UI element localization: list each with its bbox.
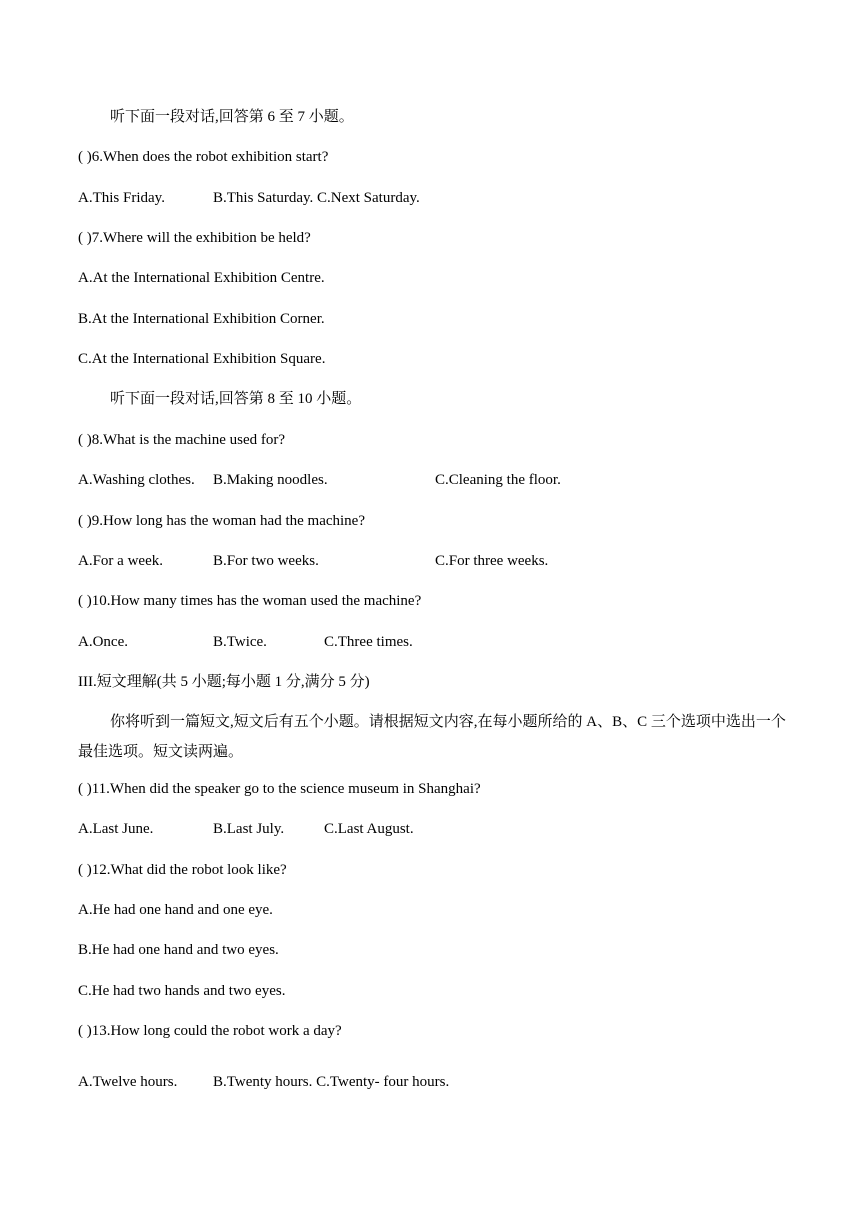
q7-option-b: B.At the International Exhibition Corner. (78, 311, 325, 327)
question-13: ( )13.How long could the robot work a day? (78, 1023, 342, 1039)
question-11: ( )11.When did the speaker go to the science museum in Shanghai? (78, 781, 481, 797)
q8-option-b: B.Making noodles. (213, 472, 328, 488)
q7-option-c: C.At the International Exhibition Square. (78, 351, 326, 367)
q10-option-b: B.Twice. (213, 634, 267, 650)
q13-option-a: A.Twelve hours. (78, 1074, 178, 1090)
q6-option-a: A.This Friday. (78, 190, 165, 206)
question-7: ( )7.Where will the exhibition be held? (78, 230, 311, 246)
q12-option-b: B.He had one hand and two eyes. (78, 942, 279, 958)
q8-option-a: A.Washing clothes. (78, 472, 195, 488)
q11-option-a: A.Last June. (78, 821, 154, 837)
q7-option-a: A.At the International Exhibition Centre. (78, 270, 325, 286)
q9-option-a: A.For a week. (78, 553, 163, 569)
q9-option-c: C.For three weeks. (435, 553, 549, 569)
q10-option-c: C.Three times. (324, 634, 413, 650)
q8-option-c: C.Cleaning the floor. (435, 472, 561, 488)
q6-option-bc: B.This Saturday. C.Next Saturday. (213, 190, 420, 206)
section-intro-6-7: 听下面一段对话,回答第 6 至 7 小题。 (110, 109, 354, 125)
section-3-heading: III.短文理解(共 5 小题;每小题 1 分,满分 5 分) (78, 674, 370, 690)
q12-option-c: C.He had two hands and two eyes. (78, 983, 286, 999)
q10-option-a: A.Once. (78, 634, 128, 650)
section-3-instructions: 你将听到一篇短文,短文后有五个小题。请根据短文内容,在每小题所给的 A、B、C 三个选项中选出一个最佳选项。短文读两遍。 (78, 714, 786, 760)
question-12: ( )12.What did the robot look like? (78, 862, 287, 878)
question-9: ( )9.How long has the woman had the machine? (78, 513, 365, 529)
question-8: ( )8.What is the machine used for? (78, 432, 286, 448)
q11-option-b: B.Last July. (213, 821, 285, 837)
question-6: ( )6.When does the robot exhibition start? (78, 149, 329, 165)
section-intro-8-10: 听下面一段对话,回答第 8 至 10 小题。 (110, 391, 362, 407)
q9-option-b: B.For two weeks. (213, 553, 319, 569)
q13-option-bc: B.Twenty hours. C.Twenty- four hours. (213, 1074, 450, 1090)
q11-option-c: C.Last August. (324, 821, 414, 837)
question-10: ( )10.How many times has the woman used the machine? (78, 593, 422, 609)
q12-option-a: A.He had one hand and one eye. (78, 902, 273, 918)
